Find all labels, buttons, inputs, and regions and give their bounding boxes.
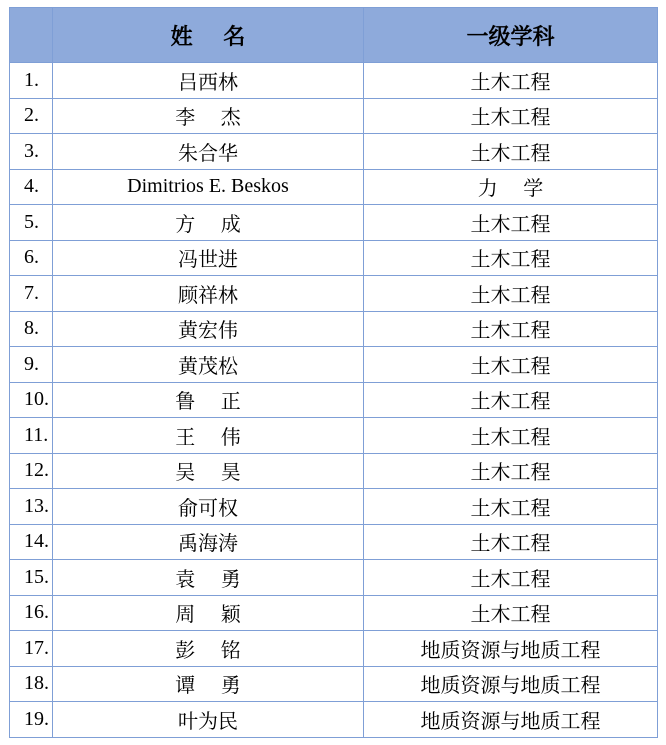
scholar-name-cell: 王 伟: [53, 418, 364, 454]
header-name-cell: 姓 名: [53, 8, 364, 63]
row-index-cell: 16.: [10, 595, 53, 631]
table-row: [10, 595, 658, 631]
scholar-name-cell: 黄茂松: [53, 347, 364, 383]
table-row: [10, 631, 658, 667]
row-index-cell: 5.: [10, 205, 53, 241]
row-index-cell: 7.: [10, 276, 53, 312]
row-index-cell: 1.: [10, 63, 53, 99]
discipline-cell: 土木工程: [364, 205, 658, 241]
discipline-cell: 土木工程: [364, 134, 658, 170]
scholar-name-cell: 朱合华: [53, 134, 364, 170]
table-row: [10, 240, 658, 276]
scholar-name-cell: 叶为民: [53, 702, 364, 738]
header-row: [10, 8, 658, 63]
scholar-name-cell: 冯世进: [53, 240, 364, 276]
scholar-table-container: [9, 7, 657, 738]
discipline-cell: 土木工程: [364, 453, 658, 489]
discipline-cell: 土木工程: [364, 347, 658, 383]
row-index-cell: 12.: [10, 453, 53, 489]
discipline-cell: 土木工程: [364, 489, 658, 525]
table-header: [10, 8, 658, 63]
row-index-cell: 17.: [10, 631, 53, 667]
discipline-cell: 土木工程: [364, 276, 658, 312]
table-row: [10, 205, 658, 241]
table-row: [10, 489, 658, 525]
discipline-cell: 土木工程: [364, 418, 658, 454]
scholar-name-cell: 彭 铭: [53, 631, 364, 667]
table-row: [10, 524, 658, 560]
discipline-cell: 土木工程: [364, 240, 658, 276]
scholar-name-cell: 黄宏伟: [53, 311, 364, 347]
row-index-cell: 13.: [10, 489, 53, 525]
row-index-cell: 4.: [10, 169, 53, 205]
row-index-cell: 3.: [10, 134, 53, 170]
header-index-cell: [10, 8, 53, 63]
scholar-name-cell: 鲁 正: [53, 382, 364, 418]
scholar-name-cell: 顾祥林: [53, 276, 364, 312]
table-row: [10, 347, 658, 383]
discipline-cell: 土木工程: [364, 560, 658, 596]
table-row: [10, 63, 658, 99]
table-row: [10, 276, 658, 312]
scholar-name-cell: 袁 勇: [53, 560, 364, 596]
row-index-cell: 6.: [10, 240, 53, 276]
discipline-cell: 力 学: [364, 169, 658, 205]
row-index-cell: 14.: [10, 524, 53, 560]
table-row: [10, 418, 658, 454]
table-row: [10, 169, 658, 205]
scholar-name-cell: 吴 昊: [53, 453, 364, 489]
table-row: [10, 453, 658, 489]
table-body: [10, 63, 658, 738]
row-index-cell: 8.: [10, 311, 53, 347]
row-index-cell: 18.: [10, 666, 53, 702]
row-index-cell: 9.: [10, 347, 53, 383]
table-row: [10, 382, 658, 418]
row-index-cell: 19.: [10, 702, 53, 738]
scholar-name-cell: 李 杰: [53, 98, 364, 134]
table-row: [10, 560, 658, 596]
discipline-cell: 地质资源与地质工程: [364, 631, 658, 667]
table-row: [10, 702, 658, 738]
discipline-cell: 土木工程: [364, 98, 658, 134]
scholar-name-cell: 谭 勇: [53, 666, 364, 702]
table-row: [10, 311, 658, 347]
scholar-name-cell: 俞可权: [53, 489, 364, 525]
discipline-cell: 土木工程: [364, 63, 658, 99]
scholar-name-cell: 禹海涛: [53, 524, 364, 560]
discipline-cell: 土木工程: [364, 524, 658, 560]
scholar-table: [9, 7, 658, 738]
scholar-name-cell: 方 成: [53, 205, 364, 241]
table-row: [10, 98, 658, 134]
row-index-cell: 11.: [10, 418, 53, 454]
discipline-cell: 土木工程: [364, 311, 658, 347]
row-index-cell: 10.: [10, 382, 53, 418]
discipline-cell: 土木工程: [364, 595, 658, 631]
scholar-name-cell: 周 颖: [53, 595, 364, 631]
table-row: [10, 666, 658, 702]
scholar-name-cell: 吕西林: [53, 63, 364, 99]
row-index-cell: 15.: [10, 560, 53, 596]
discipline-cell: 地质资源与地质工程: [364, 666, 658, 702]
discipline-cell: 土木工程: [364, 382, 658, 418]
scholar-name-cell: Dimitrios E. Beskos: [53, 169, 364, 205]
discipline-cell: 地质资源与地质工程: [364, 702, 658, 738]
row-index-cell: 2.: [10, 98, 53, 134]
table-row: [10, 134, 658, 170]
header-subject-cell: 一级学科: [364, 8, 658, 63]
